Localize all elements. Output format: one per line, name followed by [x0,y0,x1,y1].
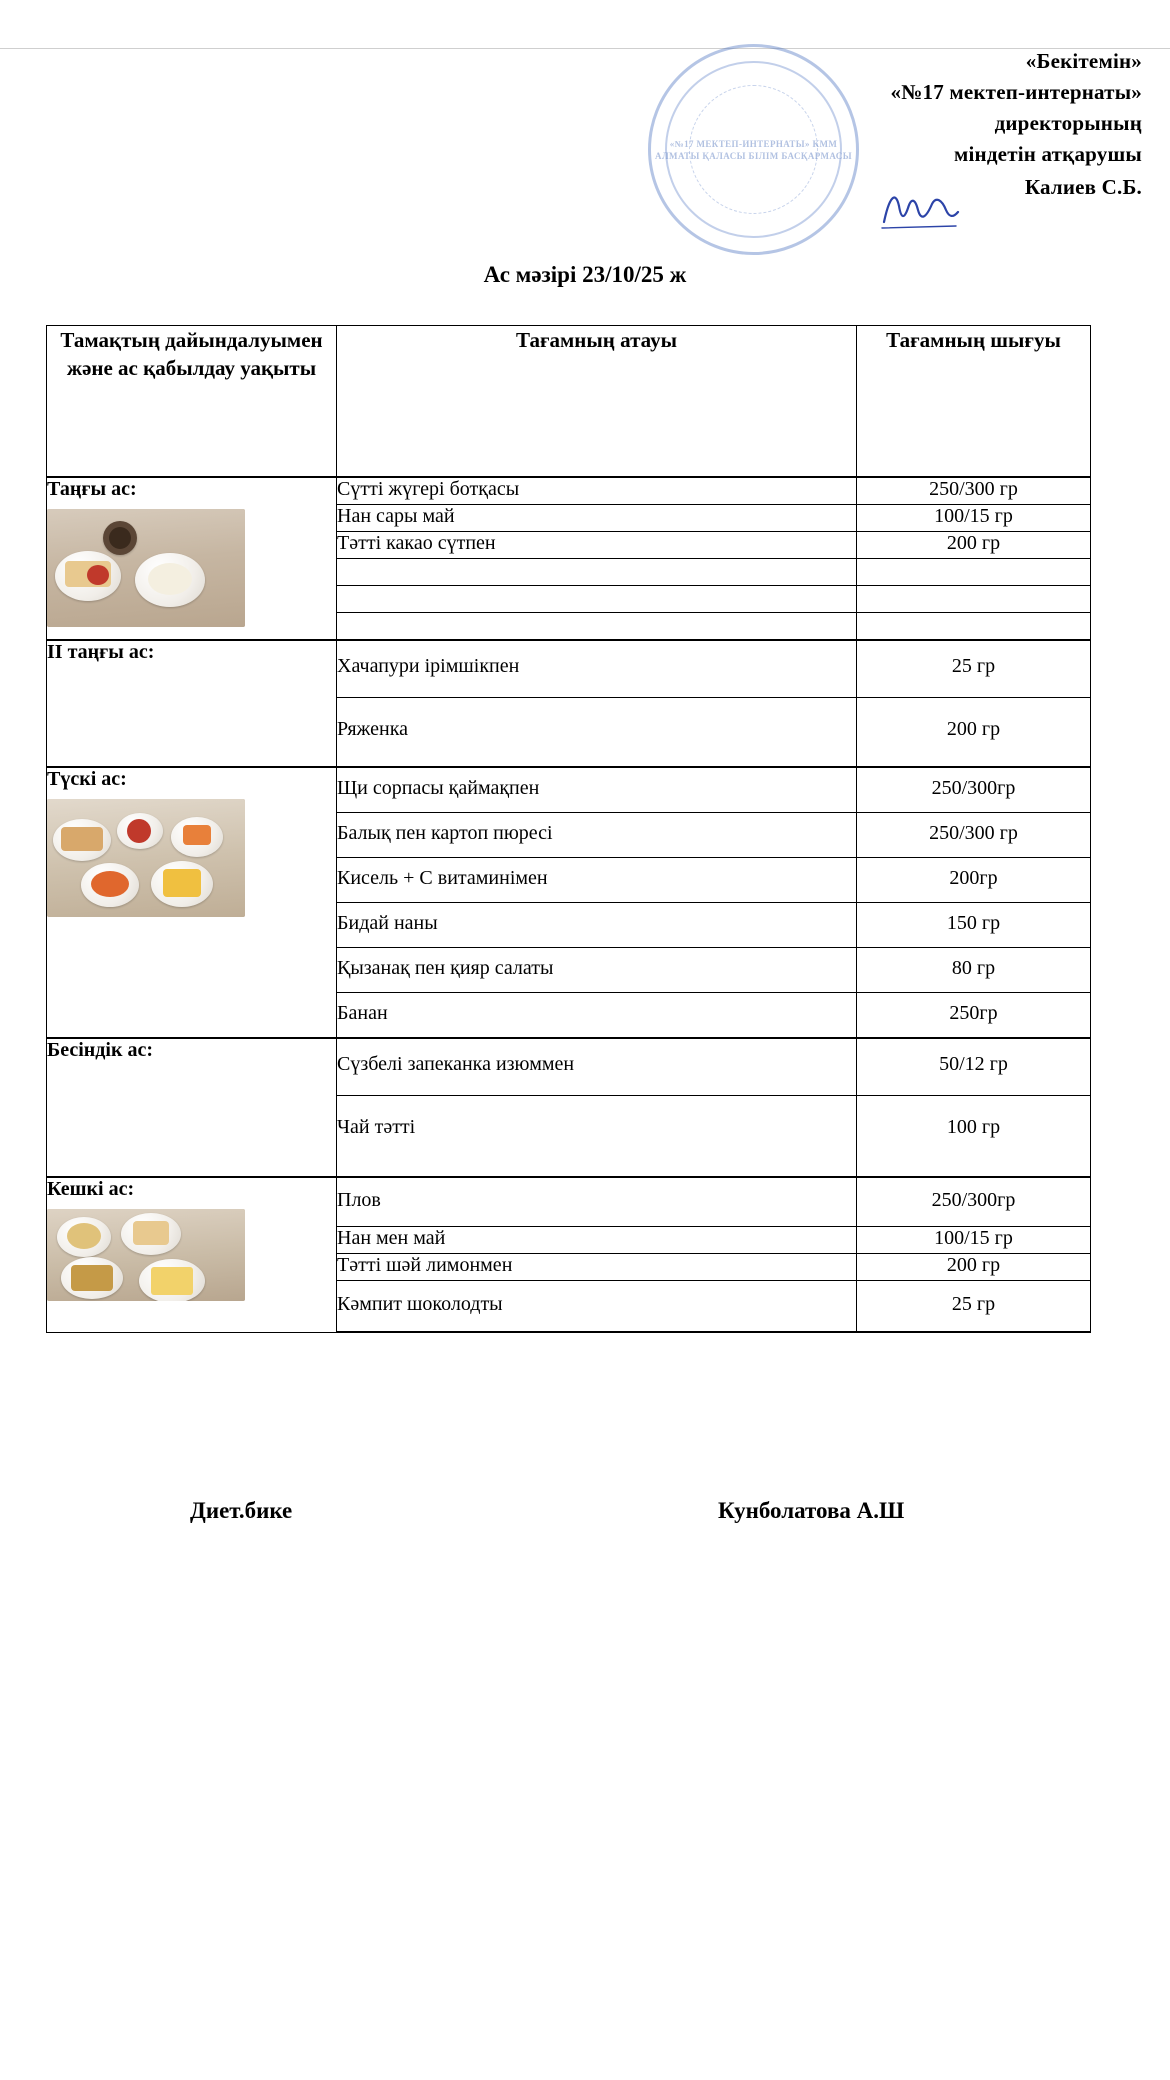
dish-output: 100/15 гр [857,505,1091,532]
dish-output: 250/300 гр [857,477,1091,505]
approval-line-2: «№17 мектеп-интернаты» [890,80,1142,104]
menu-table [46,325,1091,1333]
menu-table-wrapper [46,325,1090,1333]
table-row [47,767,1091,813]
dish-name: Нан мен май [337,1227,857,1254]
approval-line-3: директорының [994,111,1142,135]
header-output: Тағамның шығуы [857,326,1091,478]
table-row [47,640,1091,698]
dish-output: 250гр [857,993,1091,1039]
dish-name: Бидай наны [337,903,857,948]
dish-output: 250/300гр [857,1177,1091,1227]
meal-label: II таңғы ас: [47,641,155,663]
dish-output: 25 гр [857,640,1091,698]
meal-time-cell [47,640,337,767]
dietitian-role-label: Диет.бике [190,1498,293,1523]
dish-name [337,559,857,586]
dish-name: Тәтті шәй лимонмен [337,1254,857,1281]
meal-photo-lunch [47,799,245,917]
dish-name: Хачапури ірімшікпен [337,640,857,698]
dish-output [857,559,1091,586]
dish-name: Чай тәтті [337,1096,857,1178]
meal-photo-dinner [47,1209,245,1301]
meal-time-cell [47,1038,337,1177]
dish-output: 50/12 гр [857,1038,1091,1096]
dish-name: Тәтті какао сүтпен [337,532,857,559]
dish-output [857,586,1091,613]
dish-name: Плов [337,1177,857,1227]
dish-name: Ряженка [337,698,857,768]
dish-name: Кисель + С витаминімен [337,858,857,903]
meal-photo-breakfast [47,509,245,627]
meal-label: Түскі ас: [47,768,127,790]
dish-output: 100 гр [857,1096,1091,1178]
table-row [47,1177,1091,1227]
dish-output: 200гр [857,858,1091,903]
meal-time-cell [47,1177,337,1332]
dish-output [857,613,1091,641]
dish-name [337,586,857,613]
approval-line-1: «Бекітемін» [1025,49,1142,73]
dish-name: Кәмпит шоколодты [337,1281,857,1333]
dish-name: Нан сары май [337,505,857,532]
dish-name [337,613,857,641]
table-row [47,477,1091,505]
dietitian-name: Кунболатова А.Ш [718,1498,905,1523]
dish-name: Щи сорпасы қаймақпен [337,767,857,813]
dish-output: 80 гр [857,948,1091,993]
dish-name: Банан [337,993,857,1039]
page-title: Ас мәзірі 23/10/25 ж [483,262,687,287]
dish-output: 150 гр [857,903,1091,948]
dish-output: 200 гр [857,1254,1091,1281]
dish-name: Сүзбелі запеканка изюммен [337,1038,857,1096]
dish-output: 25 гр [857,1281,1091,1333]
dish-output: 200 гр [857,698,1091,768]
header-dish: Тағамның атауы [337,326,857,478]
stamp-text: «№17 МЕКТЕП-ИНТЕРНАТЫ» КММ АЛМАТЫ ҚАЛАСЫ БІЛІМ БАСҚАРМАСЫ [655,138,852,161]
approval-line-4: міндетін атқарушы [954,142,1142,166]
table-header-row [47,326,1091,478]
dish-output: 250/300гр [857,767,1091,813]
dish-name: Балық пен картоп пюресі [337,813,857,858]
dish-name: Сүтті жүгері ботқасы [337,477,857,505]
dish-output: 250/300 гр [857,813,1091,858]
meal-time-cell [47,477,337,640]
dish-name: Қызанақ пен қияр салаты [337,948,857,993]
dish-output: 200 гр [857,532,1091,559]
header-time: Тамақтың дайындалуымен және ас қабылдау уақыты [47,326,337,478]
menu-table-body [47,477,1091,1332]
table-row [47,1038,1091,1096]
meal-label: Кешкі ас: [47,1178,135,1200]
dish-output: 100/15 гр [857,1227,1091,1254]
approval-signer-name: Калиев С.Б. [1024,175,1142,199]
meal-label: Бесіндік ас: [47,1039,154,1061]
approval-block [662,46,1142,203]
meal-time-cell [47,767,337,1038]
meal-label: Таңғы ас: [47,478,137,500]
